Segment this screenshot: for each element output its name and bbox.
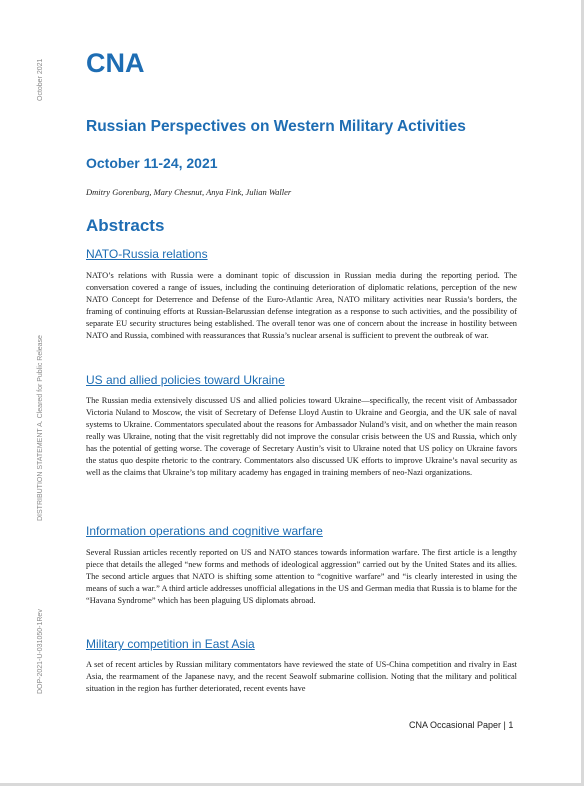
page-footer: CNA Occasional Paper | 1 (409, 720, 514, 730)
section-heading-ukraine[interactable]: US and allied policies toward Ukraine (86, 373, 285, 387)
abstracts-heading: Abstracts (86, 216, 165, 235)
section-body-nato-russia: NATO’s relations with Russia were a dominant topic of discussion in Russian media during the reporting period. The conversation covered a range of issues, including the continuing deterioration of diplomatic relations, perception of the new NATO Concept for Deterrence and Defense of the Euro-Atlantic Area, NATO military activities near Russia’s borders, the framing of continuing efforts at Russian-Belarussian defense integration as a response to such activities, and the possibility of separate EU security structures being established. The overall tenor was one of concern about the increase in hostility between NATO and Russia, combined with reassurances that Russia’s nuclear arsenal is sufficient to prevent the outbreak of war. (86, 271, 517, 340)
section-body-information-operations: Several Russian articles recently reported on US and NATO stances towards information warfare. The first article is a lengthy piece that details the alleged “new forms and methods of ideological aggression” carried out by the United States and its allies. The second article argues that NATO is shifting some attention to “cognitive warfare” and “is clearly interested in using the means of such a war.” A third article addresses unofficial allegations in the US and German media that Russia is to blame for the “Havana Syndrome” which has been plaguing US diplomats abroad. (86, 548, 517, 605)
distribution-statement: DISTRIBUTION STATEMENT A. Cleared for Public Release (37, 335, 44, 521)
document-title: Russian Perspectives on Western Military Activities (86, 118, 466, 135)
date-range: October 11-24, 2021 (86, 155, 218, 171)
margin-date: October 2021 (37, 58, 44, 101)
document-number: DOP-2021-U-031050-1Rev (37, 609, 44, 694)
section-body-east-asia: A set of recent articles by Russian military commentators have reviewed the state of US-China competition and rivalry in East Asia, the rearmament of the Japanese navy, and the recent Seawolf submarine collision. Noting that the military and political situation in the region has further deteriorated, recent events have (86, 660, 517, 693)
section-heading-east-asia[interactable]: Military competition in East Asia (86, 637, 255, 651)
cna-logo: CNA (86, 48, 145, 78)
section-heading-information-operations[interactable]: Information operations and cognitive warfare (86, 524, 323, 538)
authors-line: Dmitry Gorenburg, Mary Chesnut, Anya Fink, Julian Waller (86, 187, 292, 197)
section-heading-nato-russia[interactable]: NATO-Russia relations (86, 247, 208, 261)
section-body-ukraine: The Russian media extensively discussed US and allied policies toward Ukraine—specifically, the recent visit of Ambassador Victoria Nuland to Moscow, the visit of Secretary of Defense Lloyd Austin to Ukraine and Georgia, and the UK sale of naval systems to Ukraine. Commentators speculated about the reasons for Ambassador Nuland’s visit, and on whether the main reason really was Ukraine, noting that the visit regrettably did not improve the consular crisis between the US and Russia, which only has the potential of getting worse. The coverage of Secretary Austin’s visit to Ukraine noted that US policy on Ukraine favors the status quo despite rhetoric to the contrary. Commentators also discussed UK efforts to improve Ukraine’s naval security as well as the claims that Ukraine’s top military academy has engaged in training members of neo-Nazi organizations. (86, 396, 517, 477)
